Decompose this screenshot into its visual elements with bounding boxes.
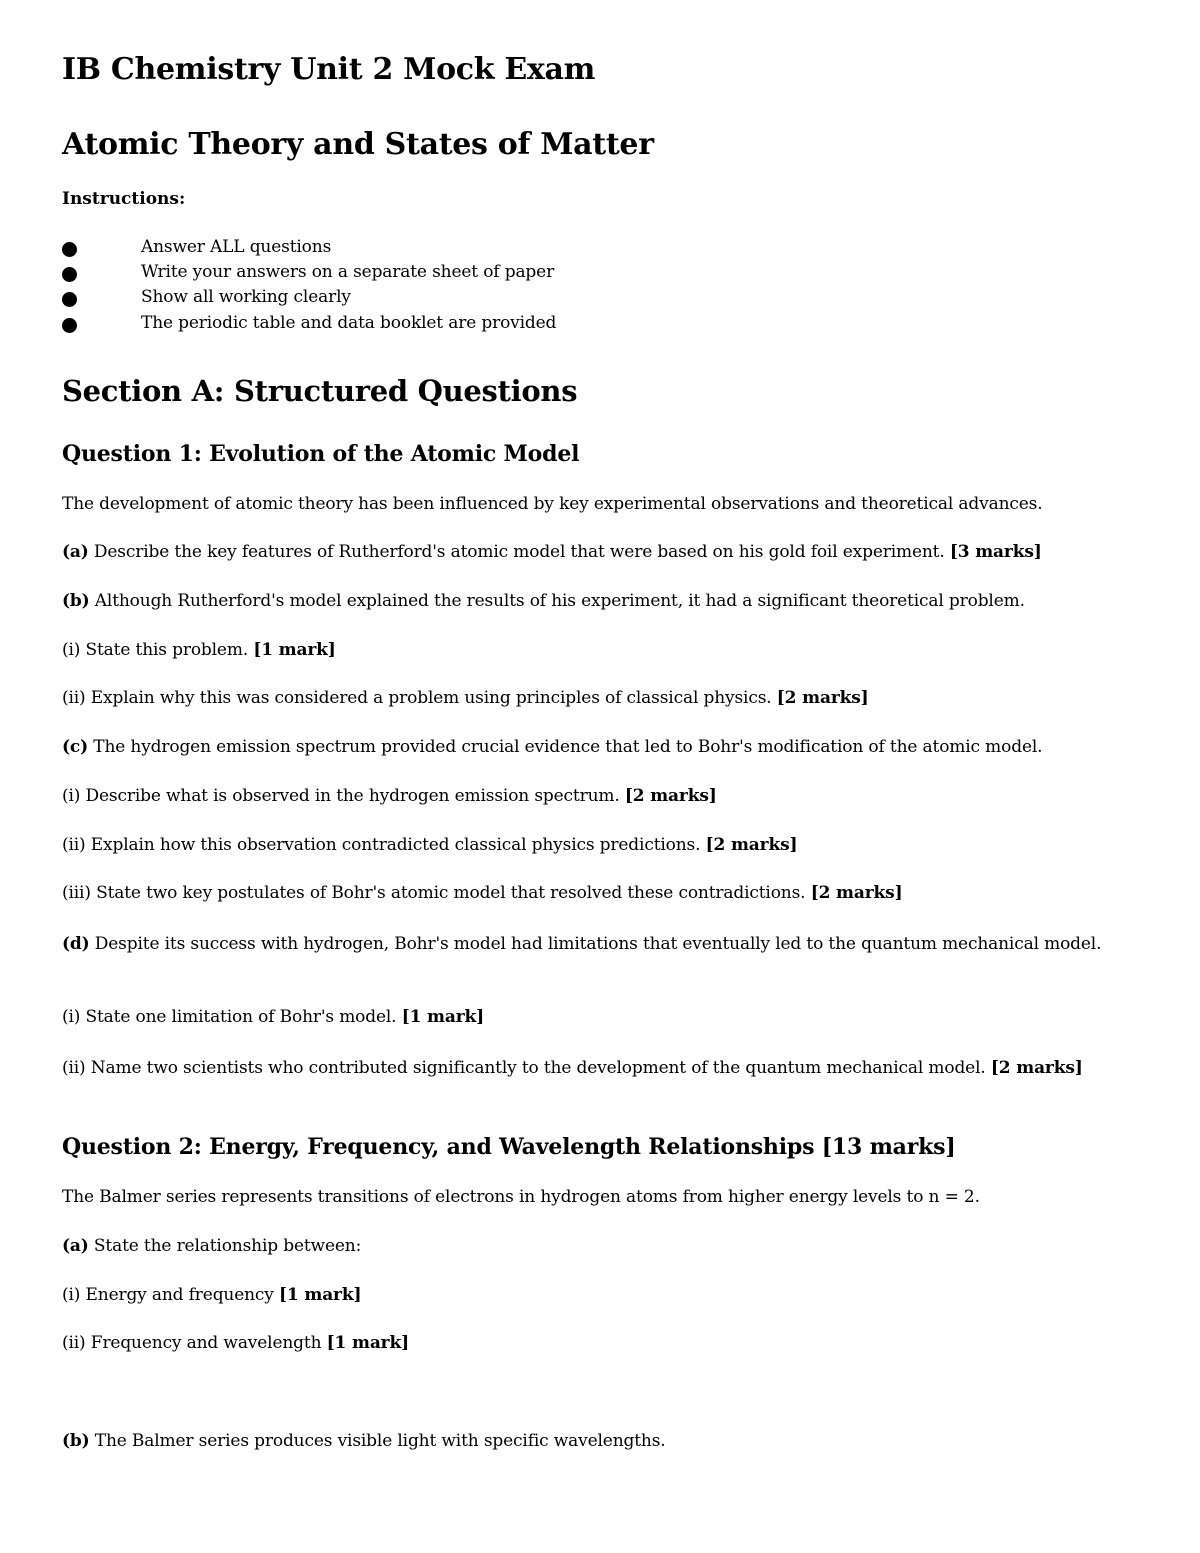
sub-part-text: (ii) Frequency and wavelength <box>62 1333 327 1353</box>
part-text: Despite its success with hydrogen, Bohr's model had limitations that eventually led to the quantum mechanical model. <box>89 934 1102 954</box>
bullet-icon <box>62 318 77 333</box>
sub-part-text: (i) State one limitation of Bohr's model. <box>62 1007 402 1027</box>
sub-part-text: (i) State this problem. <box>62 640 254 660</box>
q1-part-d <box>62 932 1122 957</box>
q1-part-c-i <box>62 786 717 806</box>
document-subtitle: Atomic Theory and States of Matter <box>62 127 654 162</box>
q1-part-b-i <box>62 640 336 660</box>
q2-part-a-i <box>62 1285 361 1305</box>
marks: [2 marks] <box>810 883 903 903</box>
marks: [2 marks] <box>705 835 798 855</box>
sub-part-text: (iii) State two key postulates of Bohr's atomic model that resolved these contradictions. <box>62 883 811 903</box>
q1-part-a <box>62 542 1042 562</box>
bullet-icon <box>62 292 77 307</box>
marks: [1 mark] <box>279 1285 362 1305</box>
marks: [1 mark] <box>253 640 336 660</box>
marks: [3 marks] <box>949 542 1042 562</box>
sub-part-text: (ii) Explain how this observation contradicted classical physics predictions. <box>62 835 706 855</box>
question-1-intro: The development of atomic theory has been influenced by key experimental observations and theoretical advances. <box>62 494 1043 514</box>
q1-part-c-ii <box>62 835 797 855</box>
part-text: The Balmer series produces visible light with specific wavelengths. <box>89 1431 666 1451</box>
marks: [1 mark] <box>326 1333 410 1353</box>
q2-part-a <box>62 1236 361 1256</box>
part-label: (d) <box>62 934 90 954</box>
sub-part-text: (i) Energy and frequency <box>62 1285 280 1305</box>
q2-part-b <box>62 1431 666 1451</box>
q1-part-d-i <box>62 1007 484 1027</box>
q1-part-d-ii <box>62 1056 1122 1081</box>
marks: [2 marks] <box>990 1058 1083 1078</box>
bullet-icon <box>62 267 77 282</box>
part-label: (a) <box>62 1236 89 1256</box>
instruction-text: Write your answers on a separate sheet of paper <box>141 262 555 282</box>
part-label: (c) <box>62 737 88 757</box>
sub-part-text: (i) Describe what is observed in the hydrogen emission spectrum. <box>62 786 625 806</box>
q1-part-b-ii <box>62 688 869 708</box>
instruction-text: Show all working clearly <box>141 287 351 307</box>
marks: [2 marks] <box>776 688 869 708</box>
part-label: (b) <box>62 591 90 611</box>
marks: [2 marks] <box>624 786 717 806</box>
question-2-heading: Question 2: Energy, Frequency, and Wavelength Relationships [13 marks] <box>62 1134 956 1160</box>
bullet-icon <box>62 242 77 257</box>
question-2-intro: The Balmer series represents transitions of electrons in hydrogen atoms from higher energy levels to n = 2. <box>62 1187 980 1207</box>
part-label: (a) <box>62 542 89 562</box>
q1-part-b <box>62 591 1025 611</box>
part-text: Describe the key features of Rutherford's atomic model that were based on his gold foil experiment. <box>88 542 950 562</box>
part-text: The hydrogen emission spectrum provided crucial evidence that led to Bohr's modification of the atomic model. <box>88 737 1043 757</box>
part-text: Although Rutherford's model explained the results of his experiment, it had a significant theoretical problem. <box>89 591 1025 611</box>
section-a-heading: Section A: Structured Questions <box>62 374 578 408</box>
part-label: (b) <box>62 1431 90 1451</box>
q1-part-c <box>62 737 1042 757</box>
q2-part-a-ii <box>62 1333 409 1353</box>
sub-part-text: (ii) Name two scientists who contributed significantly to the development of the quantum mechanical model. <box>62 1058 991 1078</box>
part-text: State the relationship between: <box>88 1236 362 1256</box>
document-title: IB Chemistry Unit 2 Mock Exam <box>62 52 596 87</box>
q1-part-c-iii <box>62 883 902 903</box>
marks: [1 mark] <box>401 1007 485 1027</box>
sub-part-text: (ii) Explain why this was considered a problem using principles of classical physics. <box>62 688 777 708</box>
instruction-text: Answer ALL questions <box>141 237 332 257</box>
instruction-text: The periodic table and data booklet are provided <box>141 313 557 333</box>
instructions-label: Instructions: <box>62 189 186 209</box>
question-1-heading: Question 1: Evolution of the Atomic Model <box>62 441 580 467</box>
